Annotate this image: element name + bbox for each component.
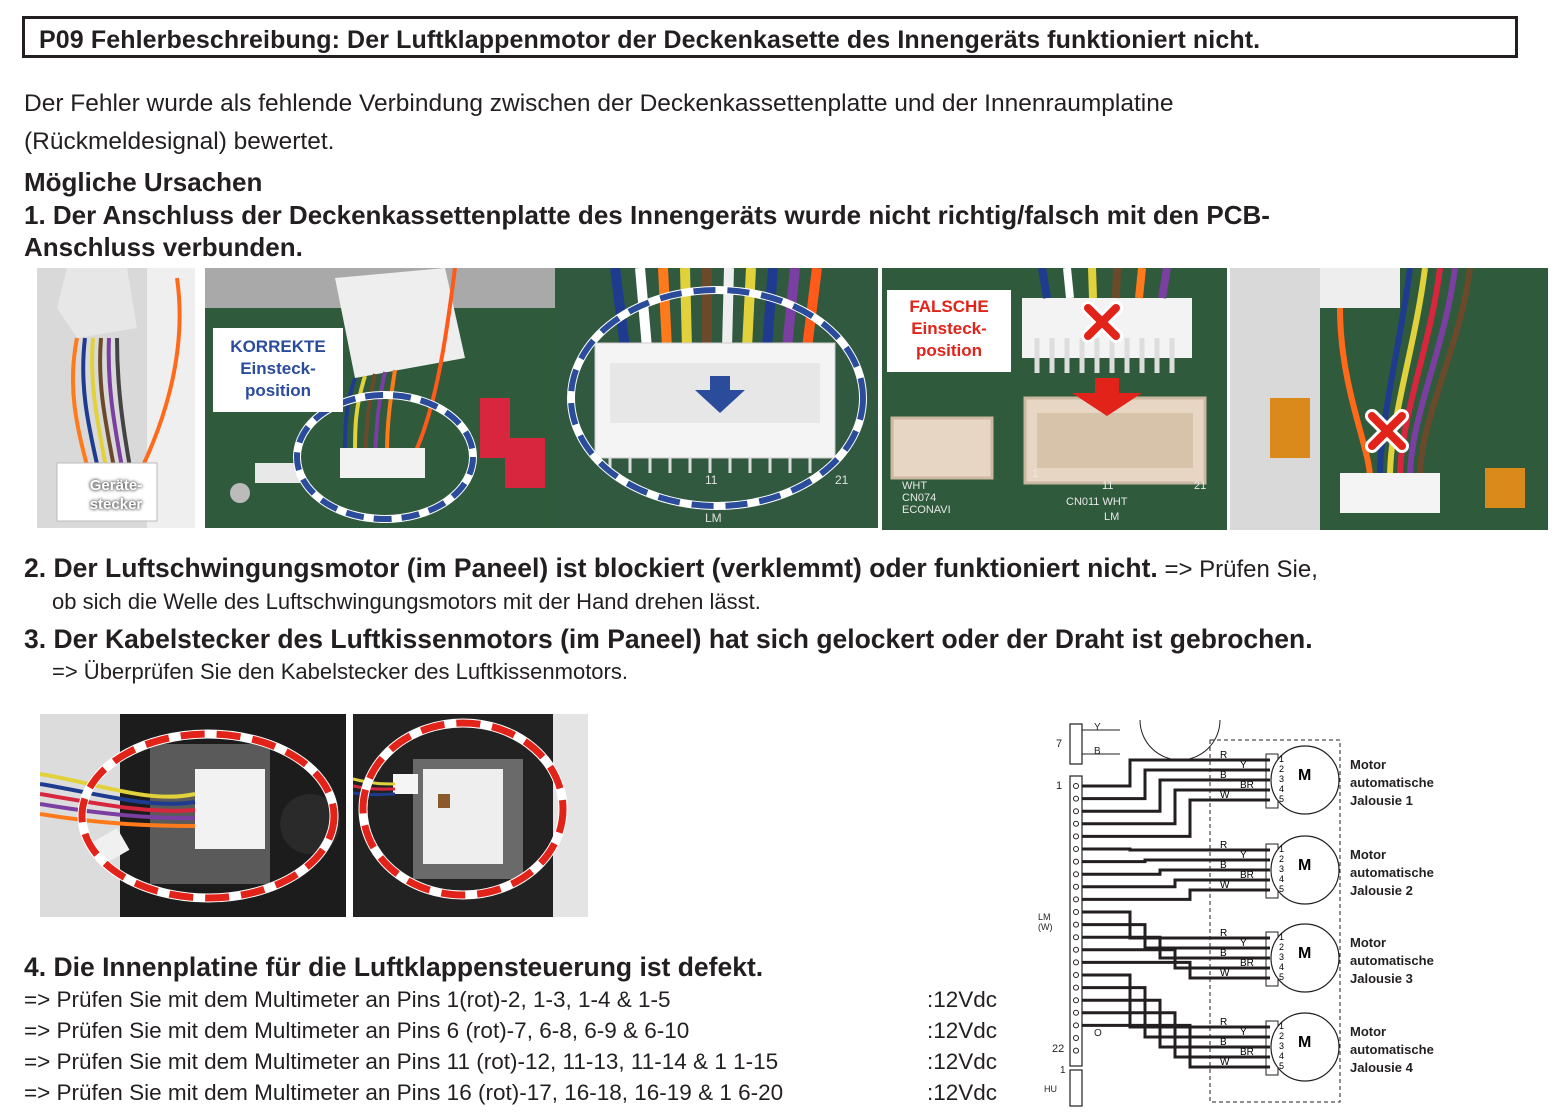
check-text-1: => Prüfen Sie mit dem Multimeter an Pins 1(rot)-2, 1-3, 1-4 & 1-5 (24, 987, 671, 1012)
page-title: P09 Fehlerbeschreibung: Der Luftklappenmotor der Deckenkasette des Innengeräts funktioniert nicht. (39, 26, 1261, 54)
motor-label-1 (1350, 756, 1434, 810)
check-text-2: => Prüfen Sie mit dem Multimeter an Pins 6 (rot)-7, 6-8, 6-9 & 6-10 (24, 1018, 690, 1043)
motor-pin-number: 5 (1279, 794, 1285, 804)
motor-pin-number: 4 (1279, 962, 1285, 972)
motor-pin-number: 3 (1279, 1041, 1285, 1051)
motor-4-line-2: automatische (1350, 1042, 1434, 1057)
motor-pin-number: 5 (1279, 884, 1285, 894)
motor-2-line-1: Motor (1350, 847, 1387, 862)
cause-2-line-2: ob sich die Welle des Luftschwingungsmotors mit der Hand drehen lässt. (52, 589, 761, 614)
motor-letter: M (1298, 1034, 1312, 1051)
wire-color-label: B (1220, 860, 1227, 871)
connector-pin (1074, 985, 1079, 990)
title-box (22, 16, 1518, 58)
wire-bundle (1082, 890, 1270, 899)
connector-pin (1074, 821, 1079, 826)
board-econavi: ECONAVI (902, 504, 951, 516)
wire-color-label: W (1220, 968, 1230, 979)
motor-1-line-2: automatische (1350, 775, 1434, 790)
board-lm: LM (1104, 511, 1120, 523)
wiring-diagram (1030, 710, 1530, 1110)
cause-2-bold: 2. Der Luftschwingungsmotor (im Paneel) ist blockiert (verklemmt) oder funktioniert nicht. (24, 553, 1158, 583)
cause-1-line-2: Anschluss verbunden. (24, 232, 303, 262)
connector-pin (1074, 809, 1079, 814)
correct-label-3: position (244, 381, 312, 400)
connector-pin (1074, 1023, 1079, 1028)
board-label-cn074 (902, 480, 951, 516)
motor-pin-number: 5 (1279, 1061, 1285, 1071)
motor-2-line-3: Jalousie 2 (1350, 883, 1413, 898)
motor-pin-number: 3 (1279, 774, 1285, 784)
check-text-4: => Prüfen Sie mit dem Multimeter an Pins 16 (rot)-17, 16-18, 16-19 & 1 6-20 (24, 1080, 784, 1105)
closeup-lm: LM (705, 511, 722, 525)
motor-pin-number: 1 (1279, 1021, 1285, 1031)
causes-heading: Mögliche Ursachen (24, 167, 263, 197)
correct-label-1: KORREKTE (230, 337, 326, 356)
diagram-lm: LM (1038, 912, 1051, 922)
check-value-4: :12Vdc (927, 1080, 998, 1105)
motor-pin-number: 4 (1279, 874, 1285, 884)
motor-1-line-3: Jalousie 1 (1350, 793, 1413, 808)
wire-color-label: Y (1240, 850, 1247, 861)
connector-pin (1074, 784, 1079, 789)
motor-4-line-1: Motor (1350, 1024, 1387, 1039)
board-pin-11: 11 (1102, 480, 1114, 492)
device-plug-label-2: stecker (89, 496, 143, 513)
wire-color-label: BR (1240, 958, 1254, 969)
intro-line-2: (Rückmeldesignal) bewertet. (24, 128, 335, 155)
cause-3-line-1: 3. Der Kabelstecker des Luftkissenmotors (im Paneel) hat sich gelockert oder der Draht ist gebrochen. (24, 624, 1313, 654)
connector-pin (1074, 1048, 1079, 1053)
correct-label-2: Einsteck- (240, 359, 316, 378)
top-arc (1140, 720, 1220, 760)
connector-pin (1074, 847, 1079, 852)
wire-color-label: Y (1240, 1027, 1247, 1038)
motor-pin-number: 2 (1279, 1031, 1285, 1041)
connector-pin (1074, 796, 1079, 801)
connector-pin (1074, 960, 1079, 965)
wire-color-label: Y (1240, 938, 1247, 949)
diagram-pin-7: 7 (1056, 738, 1063, 750)
check-row-4 (24, 1080, 998, 1106)
wrong-label-3: position (915, 341, 983, 360)
intro-line-1: Der Fehler wurde als fehlende Verbindung zwischen der Deckenkassettenplatte und der Innenraumplatine (24, 90, 1174, 117)
diagram-pin-1: 1 (1056, 780, 1063, 792)
closeup-pin-21: 21 (835, 473, 849, 487)
correct-closeup-photo (555, 268, 878, 528)
motor-pin-number: 2 (1279, 764, 1285, 774)
cause-1-line-1: 1. Der Anschluss der Deckenkassettenplatte des Innengeräts wurde nicht richtig/falsch mit den PCB- (24, 200, 1270, 230)
cause-4-heading: 4. Die Innenplatine für die Luftklappensteuerung ist defekt. (24, 952, 764, 982)
check-row-3 (24, 1049, 998, 1075)
check-text-3: => Prüfen Sie mit dem Multimeter an Pins 11 (rot)-12, 11-13, 11-14 & 1 1-15 (24, 1049, 779, 1074)
motor-3-line-3: Jalousie 3 (1350, 971, 1413, 986)
diagram-wire-b-top: B (1094, 746, 1101, 757)
diagram-lm-w: (W) (1038, 922, 1053, 932)
closeup-pin-11: 11 (705, 473, 718, 487)
motor-letter: M (1298, 767, 1312, 784)
connector-pin (1074, 859, 1079, 864)
board-cn011: CN011 WHT (1066, 496, 1128, 508)
check-value-2: :12Vdc (927, 1018, 998, 1043)
wrong-label-box (887, 290, 1011, 372)
motor-1-line-1: Motor (1350, 757, 1387, 772)
device-plug-photo (37, 268, 195, 528)
board-wht: WHT (902, 480, 928, 492)
motor-label-3 (1350, 934, 1434, 988)
motor-letter: M (1298, 945, 1312, 962)
cause-3-line-2: => Überprüfen Sie den Kabelstecker des Luftkissenmotors. (52, 659, 628, 684)
motor-2-line-2: automatische (1350, 865, 1434, 880)
connector-pin (1074, 872, 1079, 877)
connector-pin (1074, 1036, 1079, 1041)
wire-bundle (1082, 790, 1270, 824)
wire-color-label: Y (1240, 760, 1247, 771)
check-row-2 (24, 1018, 998, 1044)
motor-pin-number: 3 (1279, 952, 1285, 962)
connector-pin (1074, 935, 1079, 940)
wire-color-label: B (1220, 770, 1227, 781)
diagram-wire-y-top: Y (1094, 722, 1101, 733)
wire-color-label: BR (1240, 870, 1254, 881)
connector-pin (1074, 1010, 1079, 1015)
connector-pin (1074, 973, 1079, 978)
correct-position-photo (205, 268, 555, 528)
motor-pin-number: 4 (1279, 1051, 1285, 1061)
wrong-label-2: Einsteck- (911, 319, 987, 338)
connector-pin (1074, 834, 1079, 839)
motor-pin-number: 1 (1279, 754, 1285, 764)
device-plug-label-1: Geräte- (89, 477, 143, 494)
motor-pin-number: 4 (1279, 784, 1285, 794)
motor-letter: M (1298, 857, 1312, 874)
cause-2-line-1 (24, 553, 1318, 584)
wrong-position-photo (882, 268, 1227, 530)
motor-photo-1 (40, 714, 346, 917)
connector-pin (1074, 884, 1079, 889)
wire-color-label: R (1220, 750, 1228, 761)
check-value-3: :12Vdc (927, 1049, 998, 1074)
motor-label-4 (1350, 1023, 1434, 1077)
wire-color-label: B (1220, 948, 1227, 959)
correct-label-box (213, 328, 343, 412)
diagram-pin-1-hu: 1 (1060, 1065, 1066, 1076)
wire-color-label: R (1220, 840, 1228, 851)
wire-color-label: W (1220, 790, 1230, 801)
wire-color-label: BR (1240, 780, 1254, 791)
board-pin-1: 1 (1032, 468, 1039, 480)
diagram-wire-o: O (1094, 1028, 1102, 1039)
motor-4-line-3: Jalousie 4 (1350, 1060, 1413, 1075)
motor-pin-number: 5 (1279, 972, 1285, 982)
wire-color-label: BR (1240, 1047, 1254, 1058)
motor-pin-number: 2 (1279, 854, 1285, 864)
connector-pin (1074, 998, 1079, 1003)
connector-top (1070, 724, 1082, 764)
connector-hu (1070, 1070, 1082, 1106)
diagram-lm-label (1038, 912, 1053, 932)
wire-color-label: B (1220, 1037, 1227, 1048)
connector-pin (1074, 910, 1079, 915)
board-cn074: CN074 (902, 492, 937, 504)
motor-3-line-1: Motor (1350, 935, 1387, 950)
motor-pin-number: 3 (1279, 864, 1285, 874)
cause-2-tail: => Prüfen Sie, (1157, 556, 1318, 583)
motor-3-line-2: automatische (1350, 953, 1434, 968)
motor-pin-number: 1 (1279, 844, 1285, 854)
wrong-label-1: FALSCHE (909, 297, 989, 316)
connector-pin (1074, 947, 1079, 952)
wiring-diagram-svg (1030, 710, 1530, 1110)
motor-photo-2 (353, 714, 588, 917)
connector-pin (1074, 922, 1079, 927)
wire-color-label: R (1220, 1017, 1228, 1028)
connector-pin (1074, 897, 1079, 902)
motor-label-2 (1350, 846, 1434, 900)
wire-color-label: R (1220, 928, 1228, 939)
board-pin-21: 21 (1194, 480, 1207, 492)
wrong-mount-photo (1230, 268, 1548, 530)
check-value-1: :12Vdc (927, 987, 998, 1012)
motor-pin-number: 1 (1279, 932, 1285, 942)
wire-color-label: W (1220, 1057, 1230, 1068)
diagram-pin-22: 22 (1052, 1043, 1065, 1055)
motor-pin-number: 2 (1279, 942, 1285, 952)
wire-color-label: W (1220, 880, 1230, 891)
check-row-1 (24, 987, 998, 1013)
wire-bundle (1082, 880, 1270, 887)
diagram-hu-label: HU (1044, 1084, 1057, 1094)
